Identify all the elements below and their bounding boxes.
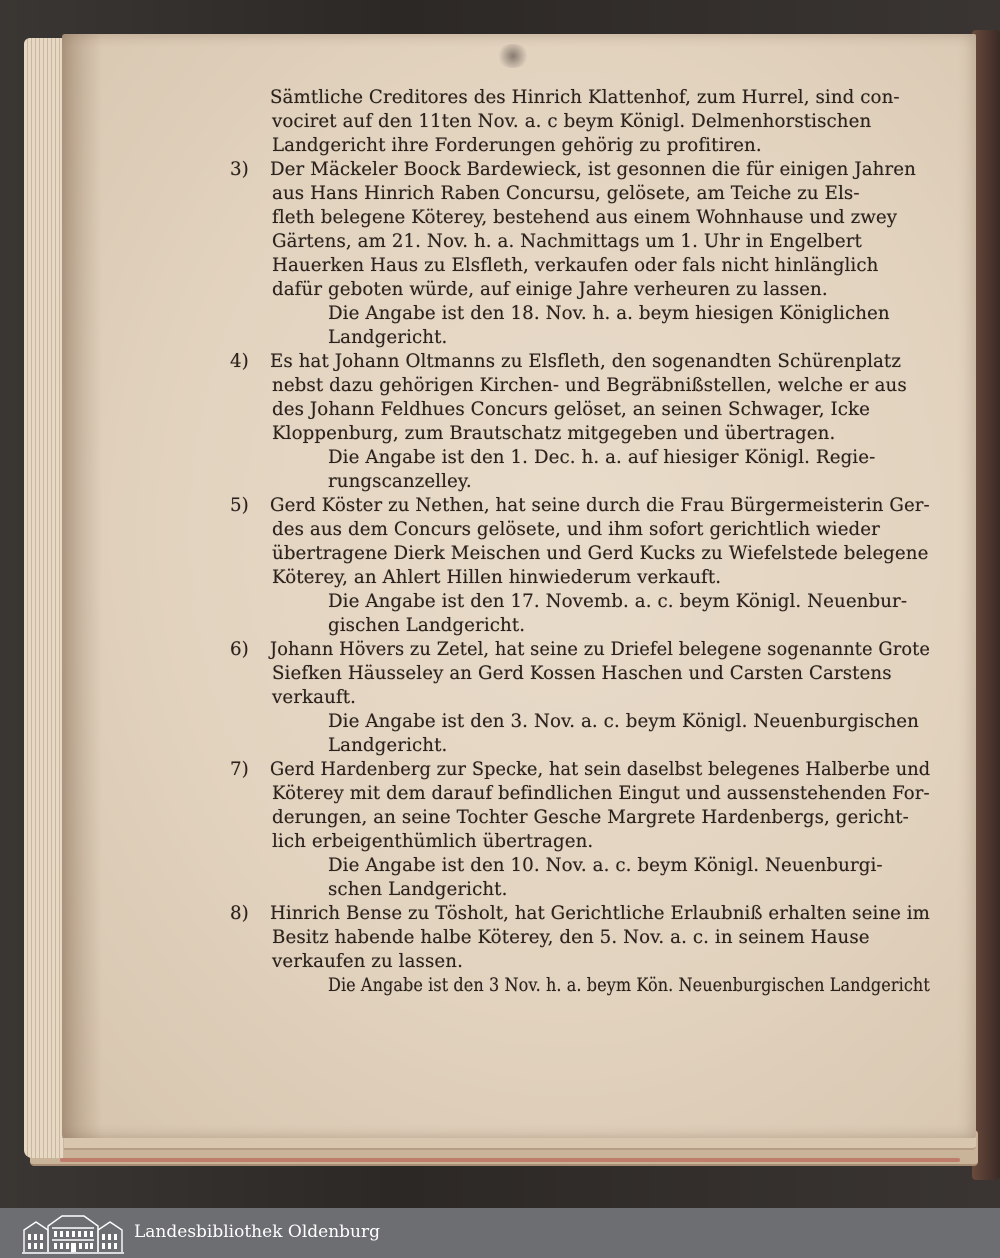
paragraph-number: 7) [230, 759, 249, 780]
line-text: übertragene Dierk Meischen und Gerd Kucks zu Wiefelstede belegene [272, 543, 929, 564]
line-text: Landgericht. [328, 735, 448, 756]
line-text: Köterey, an Ahlert Hillen hinwiederum verkauft. [272, 567, 722, 588]
line-text: aus Hans Hinrich Raben Concursu, gelösete, am Teiche zu Els- [272, 183, 860, 204]
line-text: Johann Hövers zu Zetel, hat seine zu Driefel belegene sogenannte Grote [270, 639, 931, 660]
paragraph-number: 5) [230, 495, 249, 516]
notice-line [228, 854, 932, 878]
text-line [228, 662, 932, 686]
line-text: Hinrich Bense zu Tösholt, hat Gerichtliche Erlaubniß erhalten seine im [270, 903, 930, 924]
text-line [228, 494, 932, 518]
text-line [228, 902, 932, 926]
page-stack-left [24, 38, 64, 1158]
line-text: lich erbeigenthümlich übertragen. [272, 831, 594, 852]
text-line [228, 422, 932, 446]
line-text: Hauerken Haus zu Elsfleth, verkaufen oder fals nicht hinlänglich [272, 255, 879, 276]
red-page-edge [60, 1158, 960, 1162]
line-text: Köterey mit dem darauf befindlichen Eingut und aussenstehenden For- [272, 783, 930, 804]
line-text: Gerd Köster zu Nethen, hat seine durch die Frau Bürgermeisterin Ger- [270, 495, 930, 516]
text-line [228, 86, 932, 110]
line-text: Landgericht. [328, 327, 448, 348]
line-text: schen Landgericht. [328, 879, 508, 900]
line-text: Landgericht ihre Forderungen gehörig zu profitiren. [272, 135, 762, 156]
notice-line [228, 710, 932, 734]
library-building-icon [22, 1212, 124, 1254]
binding-shadow [62, 34, 102, 1138]
text-line [228, 758, 932, 782]
text-line [228, 350, 932, 374]
line-text: nebst dazu gehörigen Kirchen- und Begräbnißstellen, welche er aus [272, 375, 907, 396]
text-line [228, 134, 932, 158]
line-text: Besitz habende halbe Köterey, den 5. Nov. a. c. in seinem Hause [272, 927, 870, 948]
document-text [228, 86, 932, 998]
line-text: derungen, an seine Tochter Gesche Margrete Hardenbergs, gericht- [272, 807, 909, 828]
line-text: des Johann Feldhues Concurs gelöset, an seinen Schwager, Icke [272, 399, 871, 420]
notice-line [228, 878, 932, 902]
text-line [228, 182, 932, 206]
notice-line [228, 590, 932, 614]
notice-line [228, 734, 932, 758]
paragraph-number: 4) [230, 351, 249, 372]
text-line [228, 254, 932, 278]
line-text: Die Angabe ist den 3 Nov. h. a. beym Kön. Neuenburgischen Landgericht [328, 975, 930, 996]
line-text: Es hat Johann Oltmanns zu Elsfleth, den sogenandten Schürenplatz [270, 351, 902, 372]
line-text: Die Angabe ist den 3. Nov. a. c. beym Königl. Neuenburgischen [328, 711, 919, 732]
text-line [228, 398, 932, 422]
line-text: vociret auf den 11ten Nov. a. c beym Königl. Delmenhorstischen [272, 111, 872, 132]
line-text: Die Angabe ist den 17. Novemb. a. c. beym Königl. Neuenbur- [328, 591, 908, 612]
notice-line [228, 614, 932, 638]
text-line [228, 926, 932, 950]
notice-line [228, 470, 932, 494]
line-text: dafür geboten würde, auf einige Jahre verheuren zu lassen. [272, 279, 828, 300]
book-cover-edge [972, 30, 1000, 1180]
paragraph-number: 3) [230, 159, 249, 180]
notice-line [228, 446, 932, 470]
notice-line [228, 326, 932, 350]
line-text: Sämtliche Creditores des Hinrich Klattenhof, zum Hurrel, sind con- [270, 87, 900, 108]
paragraph-number: 6) [230, 639, 249, 660]
text-line [228, 830, 932, 854]
line-text: Die Angabe ist den 10. Nov. a. c. beym Königl. Neuenburgi- [328, 855, 883, 876]
notice-line [228, 302, 932, 326]
text-line [228, 374, 932, 398]
text-line [228, 158, 932, 182]
notice-line [228, 974, 932, 998]
line-text: Gerd Hardenberg zur Specke, hat sein daselbst belegenes Halberbe und [270, 759, 931, 780]
line-text: Gärtens, am 21. Nov. h. a. Nachmittags um 1. Uhr in Engelbert [272, 231, 862, 252]
ink-blot [496, 44, 530, 68]
line-text: gischen Landgericht. [328, 615, 526, 636]
text-line [228, 230, 932, 254]
line-text: rungscanzelley. [328, 471, 472, 492]
text-line [228, 110, 932, 134]
line-text: verkaufen zu lassen. [272, 951, 463, 972]
text-line [228, 206, 932, 230]
line-text: des aus dem Concurs gelösete, und ihm sofort gerichtlich wieder [272, 519, 880, 540]
text-line [228, 782, 932, 806]
paragraph-number: 8) [230, 903, 249, 924]
line-text: Der Mäckeler Boock Bardewieck, ist gesonnen die für einigen Jahren [270, 159, 916, 180]
text-line [228, 638, 932, 662]
line-text: Die Angabe ist den 18. Nov. h. a. beym hiesigen Königlichen [328, 303, 890, 324]
footer-label: Landesbibliothek Oldenburg [134, 1222, 381, 1242]
text-line [228, 278, 932, 302]
text-line [228, 542, 932, 566]
text-line [228, 686, 932, 710]
line-text: Kloppenburg, zum Brautschatz mitgegeben und übertragen. [272, 423, 836, 444]
line-text: Die Angabe ist den 1. Dec. h. a. auf hiesiger Königl. Regie- [328, 447, 876, 468]
footer-bar [0, 1208, 1000, 1258]
line-text: verkauft. [272, 687, 357, 708]
text-line [228, 566, 932, 590]
line-text: fleth belegene Köterey, bestehend aus einem Wohnhause und zwey [272, 207, 898, 228]
text-line [228, 950, 932, 974]
line-text: Siefken Häusseley an Gerd Kossen Haschen und Carsten Carstens [272, 663, 892, 684]
text-line [228, 518, 932, 542]
text-line [228, 806, 932, 830]
